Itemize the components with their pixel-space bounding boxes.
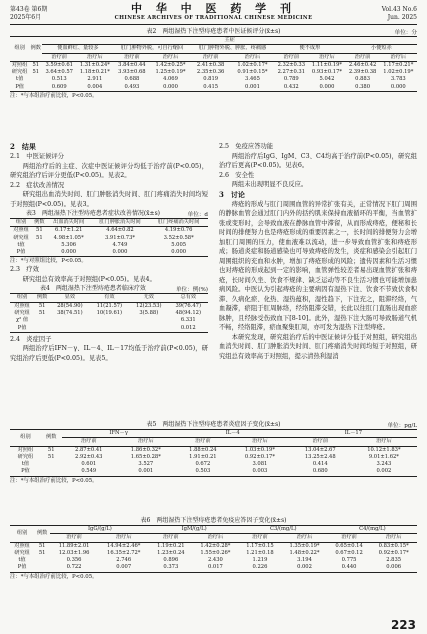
section-2-4-text: 两组治疗后IFN－γ、IL－4、IL－17均低于治疗前(P<0.05)，研究组治疗后更低(P<0.05)。见表5。 xyxy=(10,345,208,362)
table-cell: 2.39±0.38 xyxy=(348,69,377,76)
table-cell: 1.35±0.19* xyxy=(289,542,320,549)
table-cell: 3.93±0.68 xyxy=(118,69,146,76)
table-cell: 0.007 xyxy=(116,564,132,571)
table-row xyxy=(10,227,208,235)
table-4-unit: 单位：例(%) xyxy=(175,287,208,294)
table-cell: 1.21±0.18 xyxy=(246,549,274,556)
before-header: 治疗前 xyxy=(51,53,67,60)
table-cell: 3.64±0.57 xyxy=(45,69,73,76)
table-cell: 13.04±2.67 xyxy=(304,446,336,453)
before-header: 治疗前 xyxy=(312,438,329,445)
table-cell: 0.503 xyxy=(195,468,211,475)
before-header: 治疗前 xyxy=(252,534,268,541)
table-cell: 6.331 xyxy=(180,317,196,324)
table-5-unit: 单位：pg/L xyxy=(387,423,417,429)
row-label: P值 xyxy=(17,324,27,331)
table-cell: 0.000 xyxy=(171,249,187,256)
table-cell: 0.609 xyxy=(51,83,67,90)
factor-header: IL－4 xyxy=(176,430,290,438)
table-cell: 2.430 xyxy=(207,557,223,564)
table-row xyxy=(10,235,208,242)
table-cell: 1.02±0.17* xyxy=(237,61,268,68)
table-cell: 0.356 xyxy=(66,557,82,564)
after-header: 治疗后 xyxy=(252,438,268,445)
col-group: 组别 xyxy=(10,430,41,447)
table-3-grid xyxy=(10,218,208,257)
table-row xyxy=(10,454,417,461)
table-cell: 0.513 xyxy=(51,76,67,83)
table-cell: 0.549 xyxy=(81,468,97,475)
volume-issue: 第43卷 第6期 xyxy=(10,6,48,13)
before-header: 治疗前 xyxy=(283,53,300,60)
header-left xyxy=(10,6,47,21)
table-cell: 28(54.90) xyxy=(57,302,83,309)
table-cell: 11(21.57) xyxy=(96,302,123,309)
volume-issue-en: Vol.43 No.6 xyxy=(381,6,417,13)
header-right xyxy=(382,6,417,21)
table-cell: 5.306 xyxy=(61,241,77,248)
table-row xyxy=(10,325,208,333)
before-header: 治疗前 xyxy=(66,534,82,541)
table-row xyxy=(10,550,417,557)
row-label: 研究组 xyxy=(13,234,29,241)
table-cell: 0.91±0.15* xyxy=(237,69,268,76)
table-cell: 2.46±0.42 xyxy=(348,61,377,68)
before-header: 治疗前 xyxy=(124,53,140,60)
section-2-6-heading: 2.6 安全性 xyxy=(219,171,255,179)
table-cell: 48(94.12) xyxy=(175,310,201,317)
table-cell: 12(23.53) xyxy=(136,302,162,309)
section-2-heading: 2 结果 xyxy=(10,142,36,151)
table-cell: 9.01±1.62* xyxy=(368,453,399,460)
row-count xyxy=(29,76,42,83)
table-cell xyxy=(129,325,168,333)
table-3-caption: 表3 两组湿热下注型痔疮患者症状改善情况(x̄±s) xyxy=(26,210,160,217)
section-2-2-heading: 2.2 症状改善情况 xyxy=(10,181,65,189)
table-cell: 0.672 xyxy=(195,461,211,468)
table-cell: 2.41±0.38 xyxy=(196,61,225,68)
table-row xyxy=(10,76,417,83)
row-label: P值 xyxy=(21,468,30,475)
table-cell: 2.87±0.41 xyxy=(75,446,103,453)
row-label: 对照组 xyxy=(14,542,30,549)
before-header: 治疗前 xyxy=(341,534,357,541)
table-row xyxy=(10,69,417,76)
table-2-unit: 单位：分 xyxy=(394,30,417,36)
table-2 xyxy=(10,28,417,100)
row-label: P值 xyxy=(16,249,26,256)
table-cell: 0.002 xyxy=(376,468,392,475)
table-cell: 1.91±0.21 xyxy=(189,453,217,460)
table-cell: 51 xyxy=(38,302,46,309)
table-cell: 3.783 xyxy=(390,76,406,83)
table-5-grid xyxy=(10,429,417,477)
table-cell: 0.373 xyxy=(163,564,179,571)
table-cell: 0.92±0.17* xyxy=(378,549,409,556)
after-header: 治疗后 xyxy=(162,53,179,60)
section-2-1-heading: 2.1 中医证候评分 xyxy=(10,153,65,160)
table-cell: 0.380 xyxy=(355,83,371,90)
table-cell: 2.92±0.43 xyxy=(75,453,103,460)
table-cell: 1.19±0.21 xyxy=(157,542,185,549)
col-header: 有效 xyxy=(104,294,115,301)
section-2-3-heading: 2.3 疗效 xyxy=(10,266,39,274)
table-6-caption: 表6 两组湿热下注型痔疮患者免疫应答因子变化(x̄±s) xyxy=(140,517,287,524)
section-2-1-text: 两组治疗后的主症、次症中医证候评分均低于治疗前(P<0.05)，研究组治疗后评分更低(P<0.05)。见表2。 xyxy=(10,162,208,179)
table-row xyxy=(10,557,417,564)
col-n: 例数 xyxy=(41,430,62,447)
table-cell: 51 xyxy=(38,310,46,317)
table-3 xyxy=(10,210,208,265)
row-count: 51 xyxy=(32,69,40,76)
table-cell: 1.42±0.25* xyxy=(155,61,186,68)
row-label: t值 xyxy=(18,557,26,564)
table-cell: 5.042 xyxy=(319,76,335,83)
col-header: 总有效 xyxy=(180,294,197,301)
table-cell xyxy=(90,325,129,333)
row-count: 51 xyxy=(38,542,46,549)
discussion-paragraph-2: 本研究发现，研究组治疗后的中医证候评分低于对照组，研究组出血消失时间、肛门肿胀消失时间、肛门疼痛消失时间均短于对照组，研究组总有效率高于对照组，提示清热利湿消 xyxy=(219,333,417,360)
table-cell: 0.688 xyxy=(124,76,140,83)
table-cell: 39(76.47) xyxy=(175,302,201,309)
section-2-5-heading: 2.5 免疫应答功能 xyxy=(219,143,274,150)
factor-header: IFN－γ xyxy=(62,430,176,438)
table-cell: 0.601 xyxy=(81,461,97,468)
table-cell: 0.65±0.14 xyxy=(335,542,363,549)
table-cell: 10(19.61) xyxy=(96,310,123,317)
table-cell: 0.002 xyxy=(297,564,312,571)
row-label: 对照组 xyxy=(14,302,30,309)
after-header: 治疗后 xyxy=(207,534,224,541)
row-count xyxy=(29,84,42,92)
table-cell xyxy=(50,317,89,324)
table-3-unit: 单位：d xyxy=(187,212,208,218)
col-header: 例数 xyxy=(34,219,45,225)
table-cell: 2.32±0.33 xyxy=(277,61,306,68)
table-5-caption: 表5 两组湿热下注型痔疮患者炎症因子变化(x̄±s) xyxy=(146,421,281,428)
table-cell: 3.527 xyxy=(138,461,154,468)
table-row xyxy=(10,317,208,324)
table-cell: 2.911 xyxy=(87,76,103,83)
symptom-header: 便不成形 xyxy=(274,45,345,53)
col-header: 组别 xyxy=(16,294,28,301)
table-cell: 2.35±0.36 xyxy=(196,69,225,76)
page-number: 223 xyxy=(390,618,416,632)
symptom-header: 小便短赤 xyxy=(346,45,417,53)
table-cell: 51 xyxy=(36,234,43,241)
table-cell: 4.749 xyxy=(112,241,128,248)
table-cell: 1.88±0.24 xyxy=(189,446,217,453)
section-2-6-text: 两组未出现明显不良反应。 xyxy=(231,181,308,188)
table-row xyxy=(10,461,417,468)
after-header: 治疗后 xyxy=(244,53,261,60)
row-label: t值 xyxy=(17,241,25,248)
table-cell: 4.98±1.05* xyxy=(53,234,84,241)
row-label: 研究组 xyxy=(14,549,30,556)
after-header: 治疗后 xyxy=(385,534,402,541)
row-count xyxy=(41,468,62,476)
table-2-note: 注：*与本组治疗前比较，P<0.05。 xyxy=(10,93,98,100)
row-count: 51 xyxy=(32,61,40,68)
table-cell: 16.35±2.72* xyxy=(107,549,141,556)
table-cell: 12.03±1.96 xyxy=(58,549,90,556)
col-header: 肛门肿胀消失时间 xyxy=(99,219,141,225)
table-2-grid xyxy=(10,36,417,92)
table-row xyxy=(10,310,208,317)
issue-date-en: Jun. 2025 xyxy=(387,13,417,21)
table-cell: 0.012 xyxy=(180,324,196,331)
table-cell: 1.42±0.28* xyxy=(200,542,231,549)
col-n: 例数 xyxy=(29,37,42,62)
table-row xyxy=(10,302,208,310)
table-cell: 51 xyxy=(36,227,43,234)
table-cell: 0.432 xyxy=(283,83,299,90)
table-row xyxy=(10,242,208,249)
left-column xyxy=(10,142,208,363)
table-cell xyxy=(34,325,50,333)
table-cell: 1.23±0.24 xyxy=(157,549,185,556)
factor-header: C3/(mg/L) xyxy=(239,526,328,534)
row-count: 51 xyxy=(47,446,55,453)
journal-title-cn: 中 华 中 医 药 学 刊 xyxy=(131,2,296,15)
table-row xyxy=(10,564,417,572)
table-cell: 0.415 xyxy=(203,83,219,90)
header-rule xyxy=(10,24,417,25)
col-header: 例数 xyxy=(36,294,48,301)
table-cell: 1.17±0.21* xyxy=(383,61,414,68)
table-cell: 0.722 xyxy=(66,564,82,571)
before-header: 治疗前 xyxy=(354,53,371,60)
table-4-caption: 表4 两组湿热下注型痔疮患者临床疗效 xyxy=(40,285,146,293)
table-cell: 3.84±0.44 xyxy=(118,61,146,68)
table-cell: 0.83±0.15* xyxy=(378,542,409,549)
row-count xyxy=(34,557,50,564)
row-label: t值 xyxy=(21,461,30,468)
table-cell: 1.11±0.19* xyxy=(311,61,342,68)
table-cell: 1.17±0.15 xyxy=(246,542,274,549)
table-cell: 4.64±0.82 xyxy=(106,227,134,234)
table-cell xyxy=(129,317,168,324)
table-cell: 0.414 xyxy=(312,461,328,468)
row-label: 对照组 xyxy=(13,227,29,234)
symptom-header: 便血鲜红、量较多 xyxy=(42,45,113,53)
row-count: 51 xyxy=(38,549,46,556)
table-6 xyxy=(10,517,417,581)
table-cell: 2.27±0.31 xyxy=(277,69,306,76)
table-4 xyxy=(10,285,208,332)
table-row xyxy=(10,446,417,454)
table-cell: 3(5.88) xyxy=(139,310,159,317)
col-header: 出血消失时间 xyxy=(53,219,85,225)
section-2-5-text: 两组治疗后IgG、IgM、C3、C4均高于治疗前(P<0.05)，研究组治疗后更高(P<0.05)。见表6。 xyxy=(219,152,417,169)
right-column xyxy=(219,142,417,361)
table-cell: 1.03±0.19* xyxy=(244,446,275,453)
table-cell: 0.226 xyxy=(252,564,268,571)
table-cell: 3.52±0.58* xyxy=(163,234,194,241)
table-cell xyxy=(50,325,89,333)
before-header: 治疗前 xyxy=(202,53,219,60)
table-2-caption: 表2 两组湿热下注型痔疮患者中医证候评分(x̄±s) xyxy=(146,28,281,35)
table-cell: 0.493 xyxy=(124,83,140,90)
table-cell: 0.67±0.12 xyxy=(335,549,363,556)
row-label: χ² 值 xyxy=(16,317,29,324)
table-cell: 1.55±0.26* xyxy=(200,549,231,556)
table-cell: 3.194 xyxy=(297,557,312,564)
table-cell: 1.86±0.32* xyxy=(130,446,161,453)
factor-header: C4/(mg/L) xyxy=(328,526,417,534)
journal-title xyxy=(80,3,347,22)
table-6-grid xyxy=(10,525,417,573)
row-label: 研究组 xyxy=(14,310,30,317)
table-cell: 0.000 xyxy=(112,249,128,256)
after-header: 治疗后 xyxy=(115,534,132,541)
table-row xyxy=(10,84,417,92)
issue-date: 2025年6月 xyxy=(10,13,42,21)
table-cell: 0.819 xyxy=(203,76,219,83)
table-cell: 4.069 xyxy=(163,76,178,83)
row-label: 对照组 xyxy=(11,61,28,68)
table-cell: 3.59±0.61 xyxy=(45,61,73,68)
table-cell: 0.93±0.17* xyxy=(311,69,342,76)
table-cell: 0.017 xyxy=(207,564,223,571)
table-cell: 2.835 xyxy=(386,557,402,564)
table-cell: 0.883 xyxy=(355,76,371,83)
table-cell xyxy=(90,317,129,324)
col-n: 例数 xyxy=(34,526,50,543)
col-group: 组别 xyxy=(10,37,29,62)
col-header: 显效 xyxy=(64,294,76,301)
row-count xyxy=(41,461,62,468)
table-cell xyxy=(34,317,50,324)
table-row xyxy=(10,542,417,550)
table-row xyxy=(10,468,417,476)
after-header: 治疗后 xyxy=(296,534,313,541)
discussion-paragraph-1: 痔疮的形成与肛门周围血管的异常扩张有关，正常情况下肛门周围的静脉血管会通过肛门内外的括约肌来保持血液循环的平衡，当血管扩张或变形时，会导致血液在静脉血管中滞留，从而形成痔疮，便秘和长时间的排便努力也是痔疮形成的重要因素之一，长时间的排便努力会增加肛门周围的压力，使血液难以流动，进一步导致血管扩张和痔疮形成；肠道炎症和肠道感染也可导致痔疮的发生，炎症和感染会引起肛门周围组织的充血和水肿，增加了痔疮形成的风险；遗传因素和生活习惯也对痔疮的形成起到一定的影响，血管弹性较差者易出现血管扩张和痔疮，长时间久坐、饮食不规律、缺乏运动等不良生活习惯也可能增加患病风险。中医认为引起痔疮的主要病因有湿热下注、饮食不节致伏食积滞、久病化瘀、化热、湿热蕴积，湿性趋下，下注充之，阻滞经络，气血凝滞，瘀阻于肛周脉络，经络阻滞交错，长此以往肛门直肠出现血瘀脉肿，且经脉受伤致血下[8-10]。此外，湿热下注大肠可导致肠道气机不畅，经络阻滞，瘀血聚集肛周，亦可发为湿热下注型痔疮。 xyxy=(219,200,417,331)
table-cell: 38(74.51) xyxy=(57,310,83,317)
table-cell: 3.081 xyxy=(252,461,268,468)
table-cell: 10.12±1.83* xyxy=(367,446,401,453)
table-cell xyxy=(32,249,47,257)
table-cell: 0.896 xyxy=(163,557,179,564)
table-cell: 0.000 xyxy=(319,83,335,90)
table-cell: 1.48±0.22* xyxy=(289,549,320,556)
table-cell: 0.003 xyxy=(252,468,268,475)
row-label: P值 xyxy=(17,564,27,571)
row-count: 51 xyxy=(47,453,55,460)
before-header: 治疗前 xyxy=(163,534,179,541)
main-symptom-header: 主症 xyxy=(42,37,417,45)
table-cell: 13.25±2.48 xyxy=(304,453,336,460)
table-cell: 1.02±0.19* xyxy=(383,69,414,76)
symptom-header: 肛门肿物外脱，可自行缩回 xyxy=(113,45,190,53)
section-2-2-text: 研究组出血消失时间、肛门肿胀消失时间、肛门疼痛消失时间均短于对照组(P<0.05)。见表3。 xyxy=(10,191,208,208)
table-cell: 0.680 xyxy=(312,468,328,475)
table-cell: 2.746 xyxy=(116,557,132,564)
table-cell: 6.17±1.21 xyxy=(54,227,83,234)
table-cell: 1.219 xyxy=(252,557,268,564)
section-3-heading: 3 讨论 xyxy=(219,189,245,199)
row-count xyxy=(34,564,50,572)
table-cell: 0.000 xyxy=(61,249,77,256)
table-cell: 3.465 xyxy=(245,76,260,83)
before-header: 治疗前 xyxy=(80,438,97,445)
table-cell: 0.001 xyxy=(138,468,154,475)
table-cell: 0.92±0.17* xyxy=(244,453,275,460)
table-cell: 0.004 xyxy=(87,83,103,90)
table-3-note: 注：*与对照组比较，P<0.05。 xyxy=(10,258,87,265)
table-row xyxy=(10,61,417,69)
col-header: 无效 xyxy=(143,294,154,301)
symptom-header: 肛门肿物外脱、肿胀、疼痛感 xyxy=(191,45,275,53)
table-5-note: 注：*与本组治疗前比较，P<0.05。 xyxy=(10,477,98,484)
after-header: 治疗后 xyxy=(87,53,103,60)
after-header: 治疗后 xyxy=(376,438,392,445)
col-group: 组别 xyxy=(10,526,34,543)
table-row xyxy=(10,249,208,257)
col-header: 组别 xyxy=(15,219,27,225)
table-cell: 14.94±2.46* xyxy=(107,542,141,549)
table-cell: 0.006 xyxy=(386,564,402,571)
journal-title-en: CHINESE ARCHIVES OF TRADITIONAL CHINESE MEDICINE xyxy=(114,15,313,21)
after-header: 治疗后 xyxy=(319,53,335,60)
factor-header: IgM/(g/L) xyxy=(150,526,239,534)
table-6-note: 注：*与本组治疗前比较，P<0.05。 xyxy=(10,573,98,580)
row-label: P值 xyxy=(15,83,24,90)
table-4-grid xyxy=(10,293,208,332)
table-cell: 0.000 xyxy=(163,83,178,90)
table-cell: 0.789 xyxy=(283,76,299,83)
table-cell xyxy=(32,242,47,249)
row-label: 对照组 xyxy=(17,446,34,453)
factor-header: IgG/(g/L) xyxy=(50,526,149,534)
table-cell: 5.005 xyxy=(171,241,187,248)
table-cell: 3.91±0.73* xyxy=(104,234,135,241)
table-cell: 11.89±2.01 xyxy=(58,542,90,549)
row-label: t值 xyxy=(16,76,24,83)
before-header: 治疗前 xyxy=(195,438,211,445)
factor-header: IL－17 xyxy=(290,430,417,438)
table-cell: 0.001 xyxy=(245,83,260,90)
table-cell: 4.19±0.76 xyxy=(164,227,193,234)
row-label: 研究组 xyxy=(11,69,28,76)
table-cell: 0.000 xyxy=(390,83,406,90)
table-cell: 3.243 xyxy=(376,461,392,468)
section-2-4-heading: 2.4 炎症因子 xyxy=(10,335,52,343)
table-cell: 1.31±0.24* xyxy=(79,61,110,68)
table-cell: 1.25±0.19* xyxy=(155,69,186,76)
row-label: 研究组 xyxy=(17,453,34,460)
table-cell: 1.65±0.28* xyxy=(130,453,161,460)
table-cell: 1.18±0.21* xyxy=(79,69,110,76)
after-header: 治疗后 xyxy=(390,53,407,60)
table-cell: 0.440 xyxy=(341,564,357,571)
table-5 xyxy=(10,421,417,485)
col-header: 肛门疼痛消失时间 xyxy=(157,219,200,225)
after-header: 治疗后 xyxy=(138,438,154,445)
section-2-3-text: 研究组总有效率高于对照组(P<0.05)。见表4。 xyxy=(22,275,156,283)
table-cell: 0.775 xyxy=(341,557,357,564)
